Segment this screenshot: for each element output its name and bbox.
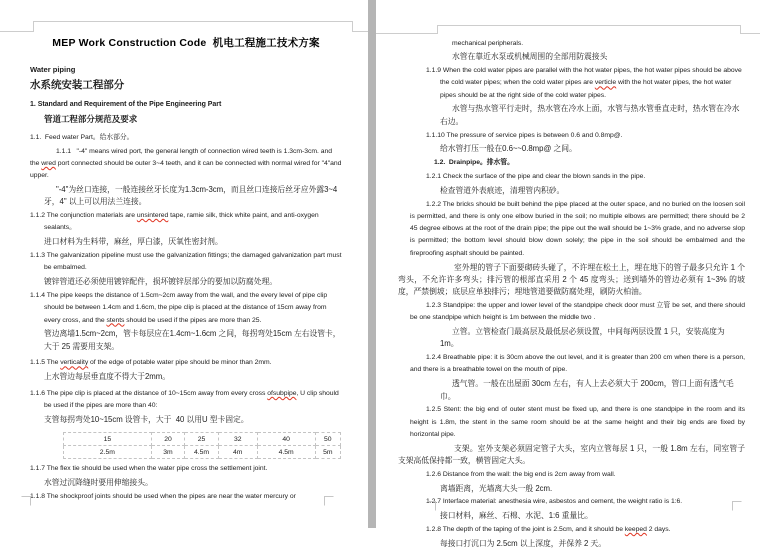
paragraph: 管道工程部分规范及要求 [44, 113, 342, 125]
paragraph: 离墙距离，光墙离大头一般 2cm. [440, 483, 745, 495]
paragraph: "-4"为丝口连接，一般连接丝牙长度为1.3cm-3cm，而且丝口连接后丝牙应外露3~4 牙，4" 以上可以用法兰连接。 [44, 184, 342, 209]
paragraph: 1.1.2 The conjunction materials are unsintered tape, ramie silk, thick white paint, and anti-oxygen sealants。 [30, 210, 342, 235]
paragraph: Water piping [30, 64, 342, 76]
paragraph: 接口材料，麻丝、石棉、水泥、1:6 重量比。 [440, 510, 745, 522]
paragraph: 1.2.2 The bricks should be built behind the pipe placed at the outer space, and no buried on the loosen soil is permitted, and there is only one elbow buried in the soil; no multiple elbows are permitted; there should be 2 45 degree elbows at the root of the drain pipe; the pipe out the wall should be 1~3% grade, and no adverse slop is permitted; the bottom level should blow down solely; the pipe in the soil should be embalmed and the fireproofing asphalt should be painted. [410, 199, 745, 260]
paragraph: 1.2.1 Check the surface of the pipe and clear the blown sands in the pipe. [426, 171, 745, 183]
paragraph: 1.1.4 The pipe keeps the distance of 1.5cm~2cm away from the wall, and the every level of pipe clip should be between 1.4cm and 1.6cm, the pipe clip is placed at the distance of 15cm away from every cross, and the stents should be used if the pipes are more than 25. [30, 290, 342, 327]
paragraph: 检查管道外表痕迹，清理管内积砂。 [440, 185, 745, 197]
paragraph: 1.1.6 The pipe clip is placed at the distance of 10~15cm away from every cross ofsubpipe, U clip should be used if the pipes are more than 40: [30, 388, 342, 413]
table-row [64, 446, 341, 459]
paragraph: 水管过沉降缝时要用伸缩接头。 [44, 477, 342, 489]
document-title: MEP Work Construction Code 机电工程施工技术方案 [30, 37, 342, 50]
misspelled-word: wred [41, 160, 56, 167]
paragraph: 1.2.3 Standpipe: the upper and lower level of the standpipe check door must 立管 be set, and there should be one standpipe which height is 1m between the middle two . [410, 300, 745, 325]
paragraph: 进口材料为生料带，麻丝，厚白漆，厌氧性密封剂。 [44, 236, 342, 248]
misspelled-word: verticle [595, 79, 616, 86]
table-cell: 20 [151, 433, 185, 446]
table-cell: 15 [64, 433, 152, 446]
paragraph: 1.1.5 The verticality of the edge of potable water pipe should be minor than 2mm. [30, 357, 342, 369]
table-cell: 4m [218, 446, 257, 459]
paragraph: 1.1.8 The shockproof joints should be used when the pipes are near the water mercury or [30, 491, 342, 503]
page-1 [0, 0, 368, 528]
misspelled-word: ofsubpipe [267, 390, 296, 397]
table-cell: 2.5m [64, 446, 152, 459]
paragraph: 1.1.3 The galvanization pipeline must use the galvanization fittings; the damaged galvanization part must be embalmed. [30, 250, 342, 275]
paragraph: 给水管打压一般在0.6~~0.8mp@ 之间。 [440, 143, 745, 155]
paragraph: mechanical peripherals. [452, 38, 745, 50]
paragraph: 1.2.4 Breathable pipe: it is 30cm above the out level, and it is greater than 200 cm when there is a person, and there is a breathable towel on the mouth of pipe. [410, 352, 745, 377]
paragraph: 立管。立管检查门最高层及最低层必须设置，中间每两层设置 1 只，安装高度为 1m。 [440, 326, 745, 351]
paragraph: 支管每拐弯处10~15cm 设管卡，大于 40 以用U 型卡固定。 [44, 414, 342, 426]
paragraph: 1.1.7 The flex tie should be used when the water pipe cross the settlement joint. [30, 463, 342, 475]
paragraph: 1. Standard and Requirement of the Pipe Engineering Part [30, 99, 342, 111]
page-1-content [30, 64, 342, 503]
paragraph: 每接口打沉口为 2.5cm 以上深度，并保养 2 天。 [440, 538, 745, 550]
table-row [64, 433, 341, 446]
table-cell: 50 [315, 433, 340, 446]
paragraph: 镀锌管道还必须使用镀锌配件，损坏镀锌层部分的要加以防腐处理。 [44, 276, 342, 288]
paragraph: 1.2.6 Distance from the wall: the big end is 2cm away from wall. [426, 469, 745, 481]
paragraph: 透气管。一般在出屋面 30cm 左右，有人上去必须大于 200cm，管口上面有透气毛巾。 [440, 378, 745, 403]
paragraph: 上水管边每层垂直度不得大于2mm。 [44, 371, 342, 383]
paragraph: 1.2.5 Stent: the big end of outer stent must be fixed up, and there is one standpipe in the room and its height is 1.8m, the stent in the same room should be at the same height and their big ends are fixed by horizontal pipe. [410, 404, 745, 441]
table-cell: 40 [257, 433, 315, 446]
paragraph: 室外埋的管子下面要砌砖头碰了，不许埋在松土上，埋在地下的管子最多只允许 1 个弯头，不允许许多弯头；排污管的根部直采用 2 个 45 度弯头；送到墙外的管边必须有 1~3% 的坡度，严禁倒坡；底层应单独排污；埋地管道要做防腐处理，刷防火柏油。 [398, 262, 745, 299]
table-cell: 5m [315, 446, 340, 459]
paragraph: 1.1. Feed water Part。给水部分。 [30, 132, 342, 144]
misspelled-word: verticality [60, 359, 88, 366]
table-cell: 4.5m [257, 446, 315, 459]
paragraph: 1.1.9 When the cold water pipes are parallel with the hot water pipes, the hot water pipes should be above the cold water pipes; when the cold water pipes are verticle with the hot water pipes, the hot water pipes should be at the right side of the cold water pipes. [426, 65, 745, 102]
table-cell: 4.5m [185, 446, 219, 459]
page-gap [368, 0, 376, 528]
paragraph: 1.2. Drainpipe。排水管。 [434, 157, 745, 169]
paragraph: 1.1.10 The pressure of service pipes is between 0.6 and 0.8mp@. [426, 130, 745, 142]
paragraph: 1.2.8 The depth of the taping of the joint is 2.5cm, and it should be keeped 2 days. [426, 524, 745, 536]
misspelled-word: keeped [625, 526, 647, 533]
table-cell: 3m [151, 446, 185, 459]
paragraph: 水系统安装工程部分 [30, 78, 342, 92]
paragraph: 管边离墙1.5cm~2cm，管卡每层应在1.4cm~1.6cm 之间，每拐弯处15cm 左右设管卡，大于 25 需要用支架。 [44, 328, 342, 353]
table-cell: 25 [185, 433, 219, 446]
table-cell: 32 [218, 433, 257, 446]
paragraph: 1.2.7 Interface material: anesthesia wire, asbestos and cement, the weight ratio is 1:6. [426, 496, 745, 508]
paragraph: 水管与热水管平行走时，热水管在冷水上面，水管与热水管垂直走时，热水管在冷水右边。 [440, 103, 745, 128]
paragraph: 水管在靠近水泵或机械周围的全部用防震接头 [452, 51, 745, 63]
paragraph: 支架。室外支架必须固定管子大头，室内立管每层 1 只，一般 1.8m 左右，同室管子支架高低保持都一致，横管固定大头。 [398, 443, 745, 468]
pipe-size-table [63, 432, 341, 459]
page-2-content [426, 38, 745, 550]
paragraph: 1.1.1 "-4" means wired port, the general length of connection wired teeth is 1.3cm-3cm. and the wred port connected should be outer 3~4 teeth, and it can be connected with normal wired for "4"and upper. [30, 146, 342, 183]
misspelled-word: unsintered [137, 212, 168, 219]
misspelled-word: stents [106, 317, 124, 324]
page-2 [376, 0, 760, 528]
